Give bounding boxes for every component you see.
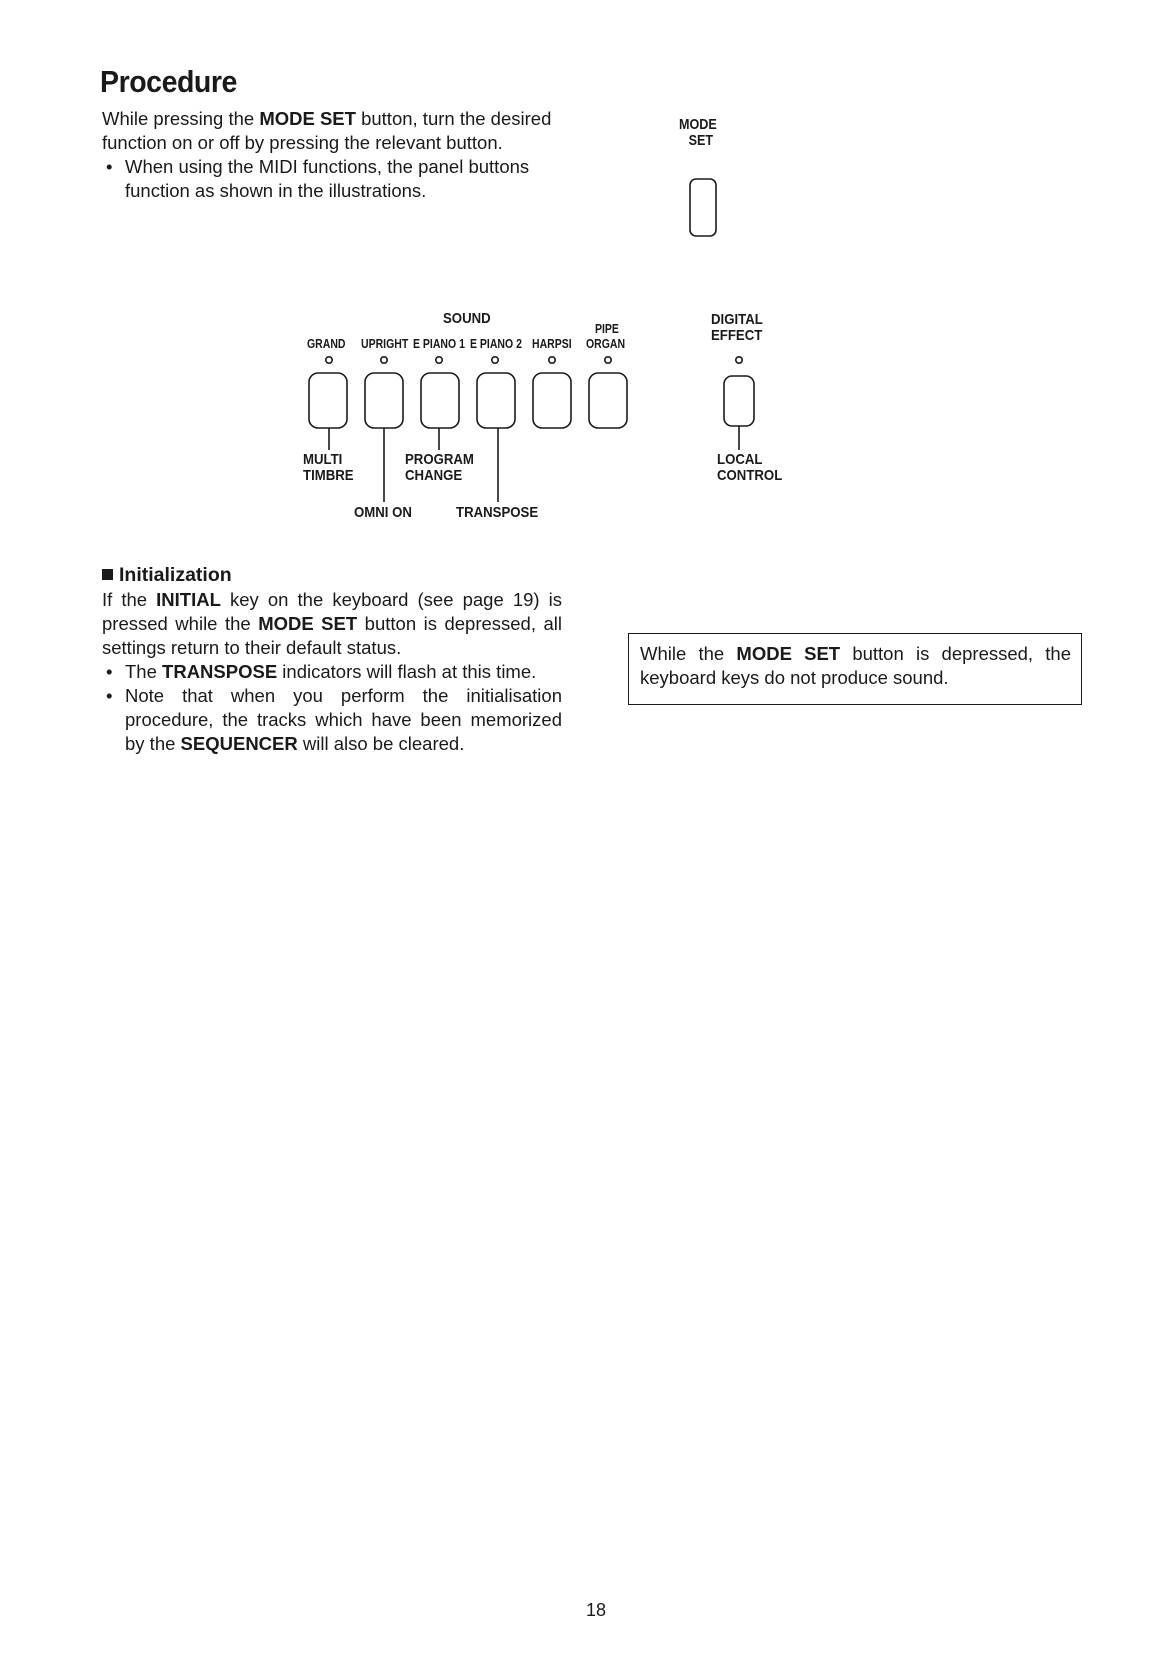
organ-button	[589, 373, 627, 428]
epiano1-led-icon	[436, 357, 442, 363]
grand-led-icon	[326, 357, 332, 363]
organ-label: ORGAN	[586, 337, 626, 351]
page-title: Procedure	[100, 64, 237, 99]
harpsi-label: HARPSI	[532, 337, 572, 351]
grand-button	[309, 373, 347, 428]
square-bullet-icon	[102, 569, 113, 580]
digital-effect-button	[724, 376, 754, 426]
epiano1-label: E PIANO 1	[413, 337, 465, 351]
initialization-bullet-transpose: • The TRANSPOSE indicators will flash at this time.	[102, 660, 562, 684]
upright-label: UPRIGHT	[361, 337, 409, 351]
harpsi-button	[533, 373, 571, 428]
upright-led-icon	[381, 357, 387, 363]
digital-effect-led-icon	[736, 357, 742, 363]
epiano1-button	[421, 373, 459, 428]
mode-set-label: MODE SET	[679, 116, 717, 149]
transpose-label: TRANSPOSE	[456, 504, 539, 521]
note-box: While the MODE SET button is depressed, the keyboard keys do not produce sound.	[628, 633, 1082, 705]
upright-button	[365, 373, 403, 428]
grand-label: GRAND	[307, 337, 346, 351]
diagram-graphics	[0, 0, 1150, 540]
epiano2-label: E PIANO 2	[470, 337, 522, 351]
local-control-label: LOCAL CONTROL	[717, 451, 783, 484]
initialization-paragraph: If the INITIAL key on the keyboard (see page 19) is pressed while the MODE SET button is depressed, all settings return to their default status.	[102, 589, 562, 658]
epiano2-button	[477, 373, 515, 428]
sound-label: SOUND	[443, 310, 491, 327]
initialization-body	[102, 588, 562, 756]
epiano2-led-icon	[492, 357, 498, 363]
pipe-label: PIPE	[595, 322, 619, 336]
program-change-label: PROGRAM CHANGE	[405, 451, 474, 484]
harpsi-led-icon	[549, 357, 555, 363]
multi-timbre-label: MULTI TIMBRE	[303, 451, 354, 484]
initialization-heading: Initialization	[102, 564, 232, 587]
initialization-bullet-sequencer: • Note that when you perform the initialisation procedure, the tracks which have been memorized by the SEQUENCER will also be cleared.	[102, 684, 562, 756]
omni-on-label: OMNI ON	[354, 504, 412, 521]
panel-diagram	[0, 0, 1150, 540]
intro-bullet: • When using the MIDI functions, the panel buttons function as shown in the illustrations.	[102, 155, 582, 203]
organ-led-icon	[605, 357, 611, 363]
intro-text: While pressing the MODE SET button, turn the desired function on or off by pressing the relevant button.	[102, 108, 552, 153]
page-number: 18	[586, 1600, 607, 1620]
digital-effect-label: DIGITAL EFFECT	[711, 311, 763, 344]
mode-set-button	[690, 179, 716, 236]
